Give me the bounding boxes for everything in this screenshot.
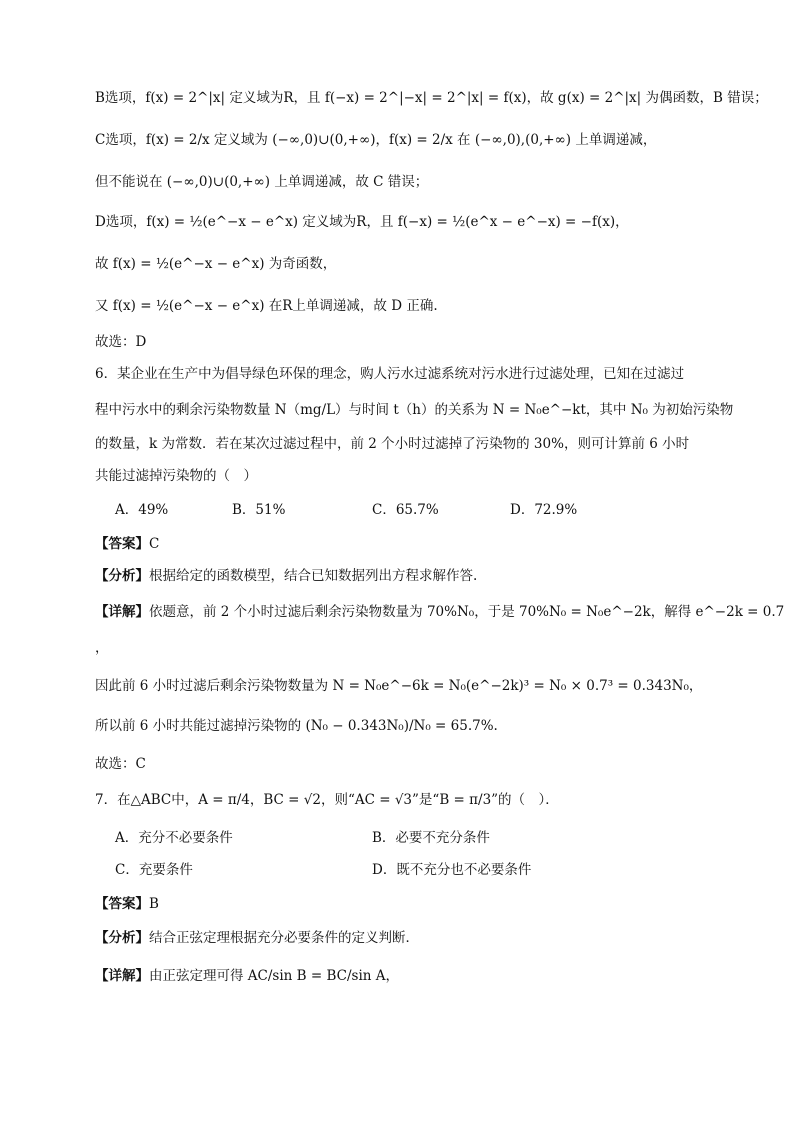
detail-text: 由正弦定理可得 AC/sin B = BC/sin A， <box>149 968 399 984</box>
q6-choice: 故选：C <box>95 756 146 772</box>
option-c-analysis-cont: 但不能说在 (−∞,0)∪(0,+∞) 上单调递减，故 C 错误； <box>95 174 429 190</box>
q6-answer <box>95 534 159 554</box>
answer-tag: 【答案】 <box>95 536 149 552</box>
answer-value: C <box>149 536 160 552</box>
option-c-analysis: C选项，f(x) = 2/x 定义域为 (−∞,0)∪(0,+∞)，f(x) = 2/x 在 (−∞,0),(0,+∞) 上单调递减， <box>95 132 657 148</box>
q6-detail-2: ， <box>95 640 109 656</box>
q6-detail-3: 因此前 6 小时过滤后剩余污染物数量为 N = N₀e^−6k = N₀(e^−2k)³ = N₀ × 0.7³ = 0.343N₀， <box>95 678 703 694</box>
q7-option-a: A．充分不必要条件 <box>115 830 233 846</box>
detail-tag: 【详解】 <box>95 604 149 620</box>
q7-option-c: C．充要条件 <box>115 862 193 878</box>
option-d-analysis: D选项，f(x) = ½(e^−x − e^x) 定义域为R，且 f(−x) = ½(e^x − e^−x) = −f(x)， <box>95 214 629 230</box>
analysis-text: 根据给定的函数模型，结合已知数据列出方程求解作答. <box>149 568 478 584</box>
q5-choice: 故选：D <box>95 334 147 350</box>
q6-option-a: A．49% <box>115 502 169 518</box>
q6-stem-4: 共能过滤掉污染物的（ ） <box>95 468 257 484</box>
q6-analysis <box>95 566 477 586</box>
analysis-tag: 【分析】 <box>95 568 149 584</box>
q7-analysis <box>95 928 419 948</box>
q7-stem: 7．在△ABC中，A = π/4，BC = √2，则“AC = √3”是“B = π/3”的（ ）． <box>95 792 559 808</box>
answer-tag: 【答案】 <box>95 896 149 912</box>
option-b-analysis: B选项，f(x) = 2^|x| 定义域为R，且 f(−x) = 2^|−x| = 2^|x| = f(x)，故 g(x) = 2^|x| 为偶函数，B 错误； <box>95 90 768 106</box>
q6-detail-1 <box>95 602 784 622</box>
q6-stem-1: 6．某企业在生产中为倡导绿色环保的理念，购人污水过滤系统对污水进行过滤处理，已知在过滤过 <box>95 366 685 382</box>
q6-option-d: D．72.9% <box>510 502 578 518</box>
detail-text: 依题意，前 2 个小时过滤后剩余污染物数量为 70%N₀，于是 70%N₀ = N₀e^−2k，解得 e^−2k = 0.7 <box>149 604 785 620</box>
q6-stem-3: 的数量，k 为常数．若在某次过滤过程中，前 2 个小时过滤掉了污染物的 30%，则可计算前 6 小时 <box>95 436 690 452</box>
q6-stem-2: 程中污水中的剩余污染物数量 N（mg/L）与时间 t（h）的关系为 N = N₀e^−kt，其中 N₀ 为初始污染物 <box>95 402 734 418</box>
analysis-tag: 【分析】 <box>95 930 149 946</box>
q7-answer <box>95 894 159 914</box>
analysis-text: 结合正弦定理根据充分必要条件的定义判断． <box>149 930 419 946</box>
q6-option-b: B．51% <box>232 502 286 518</box>
q7-option-b: B．必要不充分条件 <box>372 830 490 846</box>
answer-value: B <box>149 896 159 912</box>
q7-option-d: D．既不充分也不必要条件 <box>372 862 532 878</box>
q6-detail-4: 所以前 6 小时共能过滤掉污染物的 (N₀ − 0.343N₀)/N₀ = 65.7%. <box>95 718 498 734</box>
q6-option-c: C．65.7% <box>372 502 439 518</box>
option-d-odd: 故 f(x) = ½(e^−x − e^x) 为奇函数， <box>95 256 337 272</box>
option-d-decreasing: 又 f(x) = ½(e^−x − e^x) 在R上单调递减，故 D 正确. <box>95 298 438 314</box>
detail-tag: 【详解】 <box>95 968 149 984</box>
q7-detail-1 <box>95 966 399 986</box>
